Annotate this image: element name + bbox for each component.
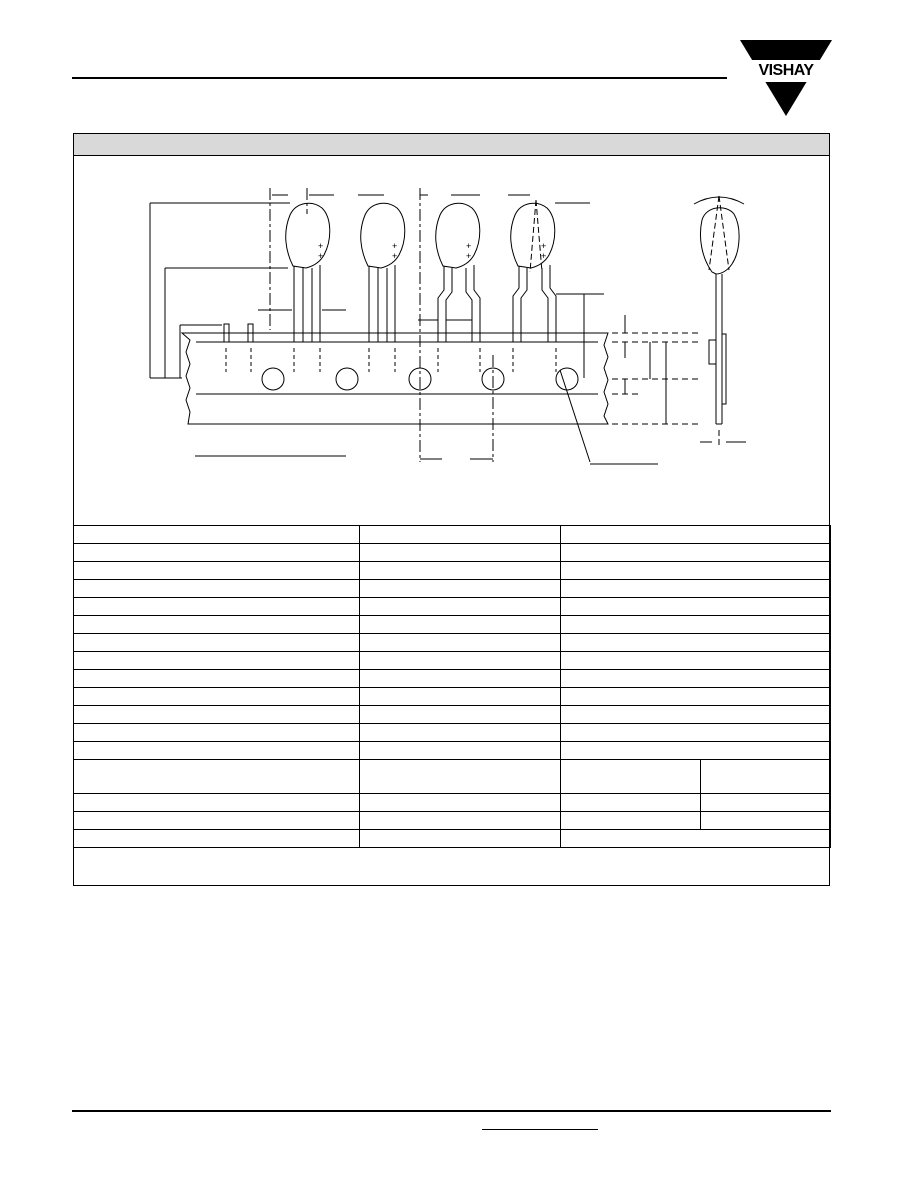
table-cell [561, 616, 831, 634]
table-cell [74, 562, 360, 580]
table-cell [360, 634, 561, 652]
table-cell [561, 830, 831, 848]
spec-table [73, 525, 831, 848]
table-cell [360, 652, 561, 670]
table-row [74, 794, 831, 812]
table-cell [561, 598, 831, 616]
table-cell [74, 794, 360, 812]
svg-text:+: + [466, 241, 472, 251]
table-cell [74, 544, 360, 562]
table-cell [561, 652, 831, 670]
table-cell [561, 526, 831, 544]
table-cell [360, 526, 561, 544]
table-cell [360, 580, 561, 598]
table-row [74, 812, 831, 830]
table-cell [360, 562, 561, 580]
table-cell [701, 812, 831, 830]
footer-rule [72, 1110, 831, 1112]
table-cell [561, 562, 831, 580]
table-cell [360, 794, 561, 812]
table-cell [74, 580, 360, 598]
table-cell [561, 544, 831, 562]
table-cell [360, 760, 561, 794]
table-cell [561, 742, 831, 760]
table-row [74, 706, 831, 724]
table-row [74, 544, 831, 562]
table-cell [74, 760, 360, 794]
table-cell [360, 706, 561, 724]
tape-drawing [0, 0, 918, 520]
capacitor-2 [361, 203, 405, 342]
table-cell [360, 724, 561, 742]
table-cell [74, 634, 360, 652]
table-cell [74, 830, 360, 848]
tape-markers [224, 324, 556, 372]
svg-text:+: + [392, 241, 398, 251]
table-row [74, 580, 831, 598]
table-cell [360, 688, 561, 706]
table-row [74, 742, 831, 760]
table-row [74, 830, 831, 848]
table-cell [74, 652, 360, 670]
table-cell [561, 634, 831, 652]
table-row [74, 634, 831, 652]
table-cell [74, 688, 360, 706]
table-cell [561, 794, 701, 812]
table-cell [360, 544, 561, 562]
table-row [74, 652, 831, 670]
table-row [74, 562, 831, 580]
svg-text:+: + [466, 251, 472, 261]
table-cell [561, 706, 831, 724]
table-cell [561, 670, 831, 688]
table-row [74, 760, 831, 794]
footer-link-underline[interactable] [482, 1129, 598, 1130]
table-row [74, 616, 831, 634]
capacitor-1 [286, 203, 330, 342]
svg-text:+: + [318, 241, 324, 251]
table-cell [360, 598, 561, 616]
table-cell [701, 760, 831, 794]
table-cell [74, 812, 360, 830]
table-cell [360, 616, 561, 634]
table-row [74, 598, 831, 616]
table-cell [360, 742, 561, 760]
table-cell [74, 616, 360, 634]
table-row [74, 526, 831, 544]
table-cell [561, 724, 831, 742]
table-row [74, 670, 831, 688]
table-cell [360, 670, 561, 688]
table-cell [74, 526, 360, 544]
table-cell [360, 812, 561, 830]
table-cell [561, 580, 831, 598]
table-cell [74, 724, 360, 742]
table-cell [74, 598, 360, 616]
capacitor-3 [436, 203, 480, 342]
table-cell [74, 706, 360, 724]
svg-text:+: + [541, 251, 547, 261]
table-cell [74, 742, 360, 760]
table-cell [561, 760, 701, 794]
carrier-tape [182, 333, 608, 424]
svg-text:+: + [318, 251, 324, 261]
capacitor-side-view [694, 196, 746, 448]
svg-text:+: + [541, 241, 547, 251]
table-cell [74, 670, 360, 688]
table-cell [360, 830, 561, 848]
table-row [74, 688, 831, 706]
table-cell [561, 688, 831, 706]
table-cell [561, 812, 701, 830]
svg-text:+: + [392, 251, 398, 261]
table-cell [701, 794, 831, 812]
capacitor-4 [511, 200, 556, 342]
brand-name: VISHAY [758, 62, 814, 79]
table-row [74, 724, 831, 742]
